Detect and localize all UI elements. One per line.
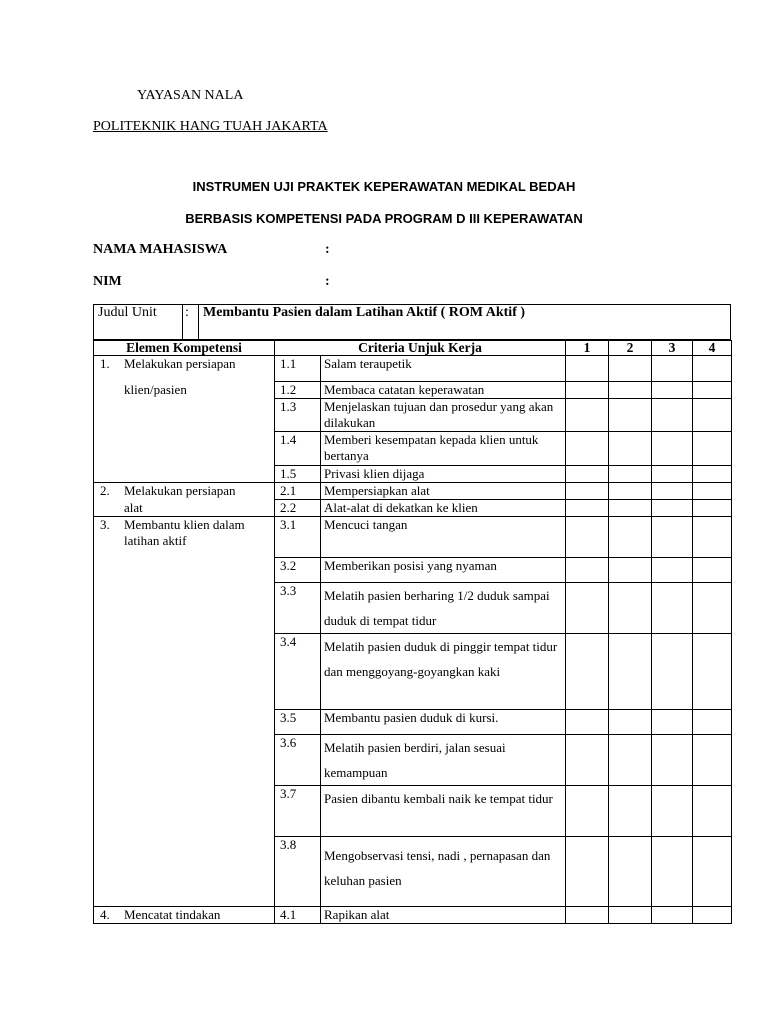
- score-cell-3[interactable]: [652, 399, 693, 432]
- element-number: 1.: [100, 356, 110, 371]
- score-cell-3[interactable]: [652, 634, 693, 710]
- criteria-number: 3.4: [275, 634, 321, 710]
- criteria-text: Memberikan posisi yang nyaman: [321, 558, 566, 583]
- student-id-colon: :: [325, 274, 330, 289]
- element-header: Elemen Kompetensi: [94, 341, 275, 356]
- element-text: Mencatat tindakan: [124, 907, 221, 922]
- score-cell-4[interactable]: [693, 710, 732, 735]
- criteria-text: Pasien dibantu kembali naik ke tempat tidur: [321, 786, 566, 837]
- score-cell-3[interactable]: [652, 786, 693, 837]
- score-cell-1[interactable]: [566, 483, 609, 500]
- score-cell-1[interactable]: [566, 735, 609, 786]
- organization-name: YAYASAN NALA: [137, 88, 244, 103]
- score-cell-2[interactable]: [609, 483, 652, 500]
- criteria-text: Melatih pasien duduk di pinggir tempat tidur dan menggoyang-goyangkan kaki: [321, 634, 566, 710]
- unit-title-value: Membantu Pasien dalam Latihan Aktif ( ROM Aktif ): [199, 305, 731, 340]
- criteria-number: 3.5: [275, 710, 321, 735]
- student-name-label: NAMA MAHASISWA: [93, 242, 228, 257]
- element-cell: [94, 710, 275, 735]
- element-text: Melakukan persiapan: [124, 483, 236, 498]
- unit-title-table: [93, 304, 731, 340]
- competency-table: [93, 340, 732, 924]
- score-cell-2[interactable]: [609, 466, 652, 483]
- score-cell-4[interactable]: [693, 399, 732, 432]
- element-number: 3.: [100, 517, 110, 532]
- element-number: 2.: [100, 483, 110, 498]
- element-cell: [94, 634, 275, 710]
- criteria-number: 1.2: [275, 382, 321, 399]
- score-cell-1[interactable]: [566, 382, 609, 399]
- table-row: [94, 558, 732, 583]
- element-cell: [94, 432, 275, 466]
- criteria-number: 3.8: [275, 837, 321, 907]
- score-cell-1[interactable]: [566, 634, 609, 710]
- table-row: [94, 356, 732, 382]
- score-cell-2[interactable]: [609, 786, 652, 837]
- table-row: [94, 517, 732, 558]
- criteria-number: 1.1: [275, 356, 321, 382]
- score-cell-4[interactable]: [693, 634, 732, 710]
- score-cell-1[interactable]: [566, 432, 609, 466]
- element-cell: [94, 466, 275, 483]
- score-cell-4[interactable]: [693, 483, 732, 500]
- score-cell-1[interactable]: [566, 517, 609, 558]
- criteria-number: 2.2: [275, 500, 321, 517]
- score-cell-3[interactable]: [652, 907, 693, 924]
- score-cell-4[interactable]: [693, 432, 732, 466]
- element-number: 4.: [100, 907, 110, 922]
- element-cell: [94, 907, 275, 924]
- criteria-text: Rapikan alat: [321, 907, 566, 924]
- criteria-text: Mengobservasi tensi, nadi , pernapasan dan keluhan pasien: [321, 837, 566, 907]
- score-cell-1[interactable]: [566, 837, 609, 907]
- score-cell-3[interactable]: [652, 466, 693, 483]
- element-text: latihan aktif: [124, 533, 187, 548]
- element-text: klien/pasien: [124, 381, 187, 397]
- score-cell-2[interactable]: [609, 735, 652, 786]
- score-cell-1[interactable]: [566, 583, 609, 634]
- school-name: POLITEKNIK HANG TUAH JAKARTA: [93, 119, 328, 134]
- score-cell-4[interactable]: [693, 356, 732, 382]
- element-cell: [94, 500, 275, 517]
- score-cell-4[interactable]: [693, 837, 732, 907]
- score-cell-4[interactable]: [693, 735, 732, 786]
- criteria-number: 3.2: [275, 558, 321, 583]
- score-cell-1[interactable]: [566, 399, 609, 432]
- table-row: [94, 786, 732, 837]
- score-cell-1[interactable]: [566, 786, 609, 837]
- element-cell: [94, 382, 275, 399]
- table-row: [94, 837, 732, 907]
- criteria-number: 3.6: [275, 735, 321, 786]
- score-cell-4[interactable]: [693, 558, 732, 583]
- score-cell-2[interactable]: [609, 634, 652, 710]
- criteria-text: Privasi klien dijaga: [321, 466, 566, 483]
- score-cell-2[interactable]: [609, 382, 652, 399]
- score-cell-3[interactable]: [652, 735, 693, 786]
- table-row: [94, 710, 732, 735]
- score-cell-3[interactable]: [652, 432, 693, 466]
- unit-title-row: [94, 305, 731, 340]
- score-cell-1[interactable]: [566, 356, 609, 382]
- criteria-text: Menjelaskan tujuan dan prosedur yang akan dilakukan: [321, 399, 566, 432]
- score-cell-2[interactable]: [609, 583, 652, 634]
- score-cell-3[interactable]: [652, 583, 693, 634]
- criteria-number: 3.1: [275, 517, 321, 558]
- criteria-text: Melatih pasien berharing 1/2 duduk sampai duduk di tempat tidur: [321, 583, 566, 634]
- criteria-number: 1.4: [275, 432, 321, 466]
- score-cell-3[interactable]: [652, 500, 693, 517]
- element-cell: [94, 483, 275, 500]
- criteria-text: Membantu pasien duduk di kursi.: [321, 710, 566, 735]
- table-row: [94, 382, 732, 399]
- table-row: [94, 399, 732, 432]
- score-cell-2[interactable]: [609, 837, 652, 907]
- score-cell-2[interactable]: [609, 907, 652, 924]
- element-text: Melakukan persiapan: [124, 356, 236, 371]
- table-row: [94, 735, 732, 786]
- score-cell-3[interactable]: [652, 837, 693, 907]
- score-cell-4[interactable]: [693, 382, 732, 399]
- element-cell: [94, 735, 275, 786]
- score-cell-2[interactable]: [609, 558, 652, 583]
- score-cell-3[interactable]: [652, 558, 693, 583]
- criteria-number: 3.7: [275, 786, 321, 837]
- score-cell-3[interactable]: [652, 483, 693, 500]
- document-title-line-1: INSTRUMEN UJI PRAKTEK KEPERAWATAN MEDIKAL BEDAH: [192, 179, 576, 194]
- score-cell-2[interactable]: [609, 710, 652, 735]
- score-cell-4[interactable]: [693, 517, 732, 558]
- score-cell-4[interactable]: [693, 907, 732, 924]
- student-name-colon: :: [325, 242, 330, 257]
- criteria-number: 3.3: [275, 583, 321, 634]
- table-row: [94, 466, 732, 483]
- element-cell: [94, 517, 275, 558]
- score-header-2: 2: [609, 341, 652, 356]
- criteria-text: Membaca catatan keperawatan: [321, 382, 566, 399]
- score-cell-2[interactable]: [609, 399, 652, 432]
- table-header-row: [94, 341, 732, 356]
- element-cell: [94, 786, 275, 837]
- score-cell-3[interactable]: [652, 356, 693, 382]
- score-cell-2[interactable]: [609, 356, 652, 382]
- criteria-number: 4.1: [275, 907, 321, 924]
- table-row: [94, 432, 732, 466]
- score-cell-2[interactable]: [609, 432, 652, 466]
- element-text: Membantu klien dalam: [124, 517, 245, 532]
- score-cell-2[interactable]: [609, 500, 652, 517]
- element-text: alat: [124, 499, 143, 515]
- criteria-number: 1.5: [275, 466, 321, 483]
- score-cell-3[interactable]: [652, 710, 693, 735]
- element-cell: [94, 399, 275, 432]
- score-cell-1[interactable]: [566, 558, 609, 583]
- element-cell: [94, 558, 275, 583]
- table-row: [94, 500, 732, 517]
- score-cell-3[interactable]: [652, 517, 693, 558]
- criteria-text: Mencuci tangan: [321, 517, 566, 558]
- score-header-1: 1: [566, 341, 609, 356]
- score-cell-1[interactable]: [566, 466, 609, 483]
- document-title-line-2: BERBASIS KOMPETENSI PADA PROGRAM D III KEPERAWATAN: [185, 211, 583, 226]
- criteria-text: Melatih pasien berdiri, jalan sesuai kemampuan: [321, 735, 566, 786]
- score-header-3: 3: [652, 341, 693, 356]
- student-id-label: NIM: [93, 274, 122, 289]
- score-cell-1[interactable]: [566, 907, 609, 924]
- score-cell-3[interactable]: [652, 382, 693, 399]
- table-row: [94, 483, 732, 500]
- score-cell-4[interactable]: [693, 500, 732, 517]
- criteria-header: Criteria Unjuk Kerja: [275, 341, 566, 356]
- unit-title-label: Judul Unit: [94, 305, 183, 340]
- unit-title-colon: :: [183, 305, 199, 340]
- element-cell: [94, 583, 275, 634]
- score-cell-1[interactable]: [566, 500, 609, 517]
- score-header-4: 4: [693, 341, 732, 356]
- table-row: [94, 583, 732, 634]
- table-row: [94, 907, 732, 924]
- criteria-text: Alat-alat di dekatkan ke klien: [321, 500, 566, 517]
- score-cell-4[interactable]: [693, 466, 732, 483]
- element-cell: [94, 356, 275, 382]
- criteria-number: 2.1: [275, 483, 321, 500]
- table-row: [94, 634, 732, 710]
- criteria-text: Mempersiapkan alat: [321, 483, 566, 500]
- criteria-text: Salam teraupetik: [321, 356, 566, 382]
- score-cell-4[interactable]: [693, 786, 732, 837]
- element-cell: [94, 837, 275, 907]
- score-cell-4[interactable]: [693, 583, 732, 634]
- score-cell-1[interactable]: [566, 710, 609, 735]
- criteria-text: Memberi kesempatan kepada klien untuk bertanya: [321, 432, 566, 466]
- score-cell-2[interactable]: [609, 517, 652, 558]
- criteria-number: 1.3: [275, 399, 321, 432]
